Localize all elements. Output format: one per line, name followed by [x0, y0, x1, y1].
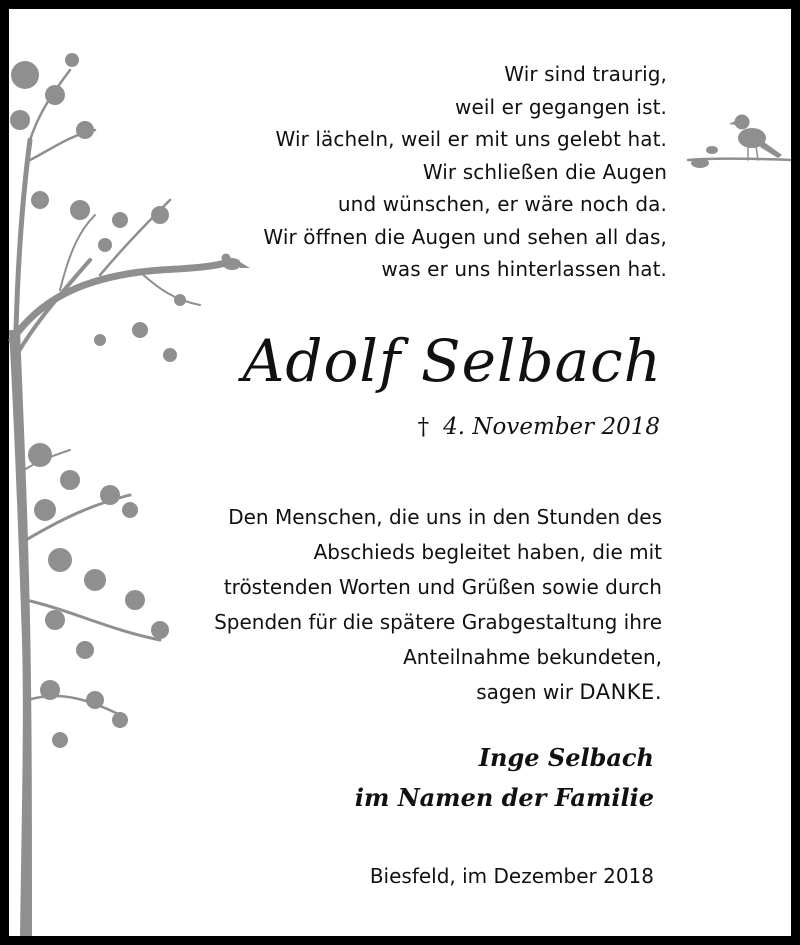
poem-line: und wünschen, er wäre noch da.: [337, 192, 667, 216]
death-date-text: 4. November 2018: [443, 414, 660, 440]
bird-on-tree-icon: [222, 254, 251, 271]
thanks-text: [214, 500, 662, 710]
thanks-line: Spenden für die spätere Grabgestaltung ihre: [214, 610, 662, 634]
thanks-line: Anteilnahme bekundeten,: [403, 645, 662, 669]
thanks-line: tröstenden Worten und Grüßen sowie durch: [223, 575, 662, 599]
poem-line: weil er gegangen ist.: [455, 94, 667, 119]
signature-name: Inge Selbach: [478, 743, 654, 772]
signature-family: im Namen der Familie: [354, 783, 654, 812]
bird-on-branch-icon: [688, 115, 790, 169]
thanks-line: Abschieds begleitet haben, die mit: [313, 540, 662, 564]
thanks-closing: [214, 675, 662, 710]
memorial-poem: [263, 58, 667, 286]
poem-line: was er uns hinterlassen hat.: [381, 257, 667, 281]
deceased-name: Adolf Selbach: [242, 327, 662, 395]
place-date: Biesfeld, im Dezember 2018: [369, 864, 654, 888]
poem-line: Wir sind traurig,: [504, 62, 667, 86]
thanks-closing-prefix: sagen wir: [476, 680, 580, 704]
cross-icon: †: [417, 414, 430, 440]
thanks-line: Den Menschen, die uns in den Stunden des: [228, 505, 662, 529]
poem-line: Wir schließen die Augen: [422, 159, 667, 184]
tree-trunk: [9, 330, 32, 936]
poem-line: Wir öffnen die Augen und sehen all das,: [263, 224, 667, 249]
poem-line: Wir lächeln, weil er mit uns gelebt hat.: [275, 127, 667, 151]
signature: [355, 738, 654, 818]
death-date: [418, 414, 660, 440]
thanks-closing-word: DANKE.: [579, 680, 662, 704]
